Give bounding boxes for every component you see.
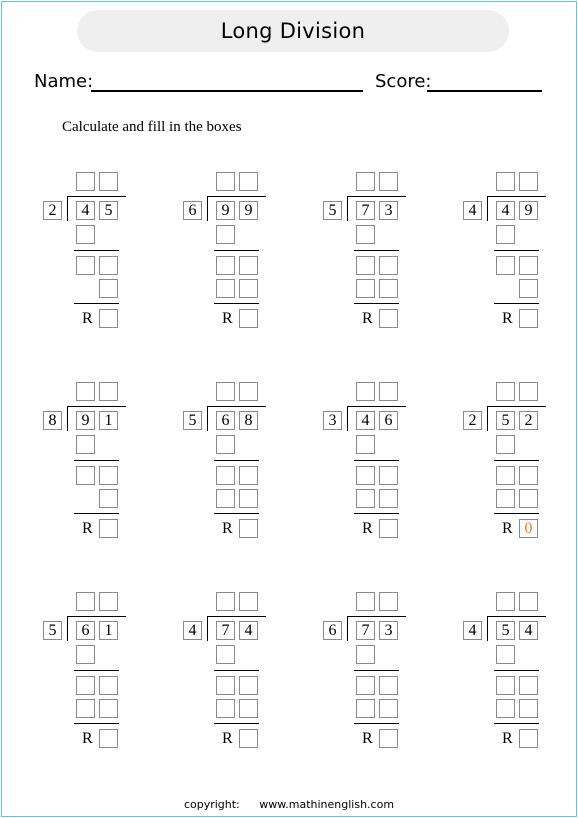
dividend-digit: 2	[519, 411, 538, 430]
difference-box[interactable]	[379, 256, 398, 275]
dividend-digit: 1	[99, 411, 118, 430]
difference-box[interactable]	[356, 256, 375, 275]
division-problem	[182, 172, 312, 332]
subtraction-line	[354, 670, 399, 671]
dividend-digit: 9	[76, 411, 95, 430]
division-bar	[67, 196, 126, 197]
remainder-box[interactable]	[379, 519, 398, 538]
dividend-digit: 6	[216, 411, 235, 430]
division-bracket	[347, 196, 348, 221]
dividend-digit: 7	[356, 201, 375, 220]
division-bracket	[487, 616, 488, 641]
product-box[interactable]	[356, 489, 375, 508]
division-bracket	[207, 616, 208, 641]
difference-box[interactable]	[76, 676, 95, 695]
difference-box[interactable]	[239, 676, 258, 695]
division-problem	[322, 172, 452, 332]
remainder-box[interactable]	[239, 729, 258, 748]
subtraction-line	[494, 723, 539, 724]
remainder-label: R	[502, 730, 513, 747]
remainder-label: R	[362, 730, 373, 747]
quotient-box[interactable]	[356, 382, 375, 401]
division-problem	[322, 382, 452, 542]
division-bar	[347, 196, 406, 197]
dividend-digit: 9	[239, 201, 258, 220]
copyright-label: copyright:	[183, 798, 240, 811]
product-box[interactable]	[76, 435, 95, 454]
subtraction-line	[214, 460, 259, 461]
remainder-box[interactable]	[379, 309, 398, 328]
score-label: Score:	[375, 71, 432, 92]
dividend-digit: 7	[356, 621, 375, 640]
dividend-digit: 4	[519, 621, 538, 640]
divisor-digit: 4	[463, 621, 482, 640]
division-bracket	[487, 196, 488, 221]
difference-box[interactable]	[496, 676, 515, 695]
difference-box[interactable]	[76, 466, 95, 485]
subtraction-line	[354, 513, 399, 514]
division-bar	[347, 406, 406, 407]
subtraction-line	[494, 250, 539, 251]
division-bracket	[67, 616, 68, 641]
dividend-digit: 5	[496, 411, 515, 430]
quotient-box[interactable]	[99, 592, 118, 611]
division-bar	[487, 616, 546, 617]
remainder-box[interactable]	[519, 729, 538, 748]
division-bar	[207, 406, 266, 407]
division-bar	[487, 406, 546, 407]
remainder-label: R	[222, 310, 233, 327]
quotient-box[interactable]	[239, 592, 258, 611]
dividend-digit: 4	[496, 201, 515, 220]
subtraction-line	[74, 513, 119, 514]
product-box[interactable]	[356, 279, 375, 298]
product-box[interactable]	[496, 645, 515, 664]
difference-box[interactable]	[496, 466, 515, 485]
remainder-box[interactable]: 0	[519, 519, 538, 538]
division-problem	[182, 382, 312, 542]
dividend-digit: 4	[76, 201, 95, 220]
quotient-box[interactable]	[99, 382, 118, 401]
remainder-label: R	[82, 520, 93, 537]
product-box[interactable]	[356, 225, 375, 244]
product-box[interactable]	[356, 699, 375, 718]
difference-box[interactable]	[356, 466, 375, 485]
dividend-digit: 1	[99, 621, 118, 640]
division-problem	[322, 592, 452, 752]
product-box[interactable]	[379, 489, 398, 508]
difference-box[interactable]	[379, 466, 398, 485]
subtraction-line	[74, 670, 119, 671]
quotient-box[interactable]	[519, 382, 538, 401]
score-field[interactable]	[427, 90, 542, 92]
name-field[interactable]	[91, 90, 363, 92]
dividend-digit: 9	[216, 201, 235, 220]
product-box[interactable]	[99, 279, 118, 298]
remainder-label: R	[222, 520, 233, 537]
division-problem	[42, 382, 172, 542]
division-problem	[42, 172, 172, 332]
divisor-digit: 2	[463, 411, 482, 430]
dividend-digit: 4	[239, 621, 258, 640]
quotient-box[interactable]	[99, 172, 118, 191]
product-box[interactable]	[216, 699, 235, 718]
product-box[interactable]	[216, 279, 235, 298]
dividend-digit: 9	[519, 201, 538, 220]
subtraction-line	[214, 723, 259, 724]
dividend-digit: 3	[379, 621, 398, 640]
quotient-box[interactable]	[216, 592, 235, 611]
subtraction-line	[74, 250, 119, 251]
remainder-box[interactable]	[99, 309, 118, 328]
worksheet-title: Long Division	[77, 10, 509, 52]
division-problem	[462, 382, 578, 542]
product-box[interactable]	[216, 645, 235, 664]
subtraction-line	[214, 670, 259, 671]
division-bar	[207, 616, 266, 617]
product-box[interactable]	[239, 489, 258, 508]
division-bar	[347, 616, 406, 617]
product-box[interactable]	[519, 489, 538, 508]
remainder-label: R	[82, 730, 93, 747]
product-box[interactable]	[379, 279, 398, 298]
division-bracket	[207, 406, 208, 431]
product-box[interactable]	[496, 225, 515, 244]
subtraction-line	[494, 303, 539, 304]
division-problem	[462, 172, 578, 332]
subtraction-line	[74, 723, 119, 724]
subtraction-line	[354, 250, 399, 251]
footer	[0, 798, 578, 811]
product-box[interactable]	[239, 279, 258, 298]
quotient-box[interactable]	[496, 592, 515, 611]
product-box[interactable]	[216, 435, 235, 454]
difference-box[interactable]	[76, 256, 95, 275]
division-bracket	[67, 406, 68, 431]
quotient-box[interactable]	[216, 172, 235, 191]
division-bar	[487, 196, 546, 197]
division-bar	[67, 616, 126, 617]
product-box[interactable]	[99, 489, 118, 508]
difference-box[interactable]	[239, 256, 258, 275]
difference-box[interactable]	[379, 676, 398, 695]
product-box[interactable]	[216, 225, 235, 244]
dividend-digit: 4	[356, 411, 375, 430]
subtraction-line	[354, 460, 399, 461]
difference-box[interactable]	[519, 256, 538, 275]
quotient-box[interactable]	[356, 592, 375, 611]
divisor-digit: 3	[323, 411, 342, 430]
remainder-box[interactable]	[519, 309, 538, 328]
product-box[interactable]	[379, 699, 398, 718]
division-bar	[67, 406, 126, 407]
product-box[interactable]	[99, 699, 118, 718]
division-bracket	[347, 616, 348, 641]
remainder-label: R	[362, 520, 373, 537]
product-box[interactable]	[356, 645, 375, 664]
dividend-digit: 5	[99, 201, 118, 220]
quotient-box[interactable]	[496, 172, 515, 191]
subtraction-line	[74, 460, 119, 461]
difference-box[interactable]	[216, 466, 235, 485]
remainder-box[interactable]	[239, 309, 258, 328]
division-bracket	[487, 406, 488, 431]
quotient-box[interactable]	[239, 382, 258, 401]
divisor-digit: 5	[323, 201, 342, 220]
difference-box[interactable]	[99, 256, 118, 275]
difference-box[interactable]	[519, 466, 538, 485]
division-bar	[207, 196, 266, 197]
quotient-box[interactable]	[379, 172, 398, 191]
remainder-box[interactable]	[99, 519, 118, 538]
subtraction-line	[214, 250, 259, 251]
division-problem	[182, 592, 312, 752]
product-box[interactable]	[496, 699, 515, 718]
remainder-label: R	[82, 310, 93, 327]
product-box[interactable]	[356, 435, 375, 454]
difference-box[interactable]	[216, 256, 235, 275]
dividend-digit: 8	[239, 411, 258, 430]
remainder-box[interactable]	[239, 519, 258, 538]
instructions: Calculate and fill in the boxes	[62, 119, 242, 135]
name-label: Name:	[34, 71, 94, 92]
divisor-digit: 5	[183, 411, 202, 430]
quotient-box[interactable]	[76, 592, 95, 611]
product-box[interactable]	[519, 279, 538, 298]
quotient-box[interactable]	[379, 382, 398, 401]
divisor-digit: 4	[463, 201, 482, 220]
remainder-label: R	[502, 310, 513, 327]
subtraction-line	[214, 513, 259, 514]
product-box[interactable]	[216, 489, 235, 508]
quotient-box[interactable]	[239, 172, 258, 191]
quotient-box[interactable]	[76, 382, 95, 401]
division-bracket	[67, 196, 68, 221]
quotient-box[interactable]	[356, 172, 375, 191]
difference-box[interactable]	[356, 676, 375, 695]
remainder-box[interactable]	[99, 729, 118, 748]
divisor-digit: 8	[43, 411, 62, 430]
subtraction-line	[214, 303, 259, 304]
divisor-digit: 4	[183, 621, 202, 640]
dividend-digit: 6	[76, 621, 95, 640]
subtraction-line	[494, 460, 539, 461]
dividend-digit: 3	[379, 201, 398, 220]
divisor-digit: 5	[43, 621, 62, 640]
product-box[interactable]	[496, 435, 515, 454]
quotient-box[interactable]	[379, 592, 398, 611]
dividend-digit: 5	[496, 621, 515, 640]
product-box[interactable]	[239, 699, 258, 718]
difference-box[interactable]	[496, 256, 515, 275]
subtraction-line	[354, 303, 399, 304]
division-bracket	[347, 406, 348, 431]
remainder-label: R	[362, 310, 373, 327]
quotient-box[interactable]	[496, 382, 515, 401]
divisor-digit: 6	[183, 201, 202, 220]
product-box[interactable]	[496, 489, 515, 508]
difference-box[interactable]	[216, 676, 235, 695]
product-box[interactable]	[519, 699, 538, 718]
quotient-box[interactable]	[216, 382, 235, 401]
quotient-box[interactable]	[519, 172, 538, 191]
difference-box[interactable]	[99, 466, 118, 485]
division-problem	[42, 592, 172, 752]
subtraction-line	[74, 303, 119, 304]
product-box[interactable]	[76, 645, 95, 664]
division-problem	[462, 592, 578, 752]
remainder-label: R	[222, 730, 233, 747]
subtraction-line	[494, 513, 539, 514]
product-box[interactable]	[76, 225, 95, 244]
dividend-digit: 6	[379, 411, 398, 430]
subtraction-line	[494, 670, 539, 671]
difference-box[interactable]	[519, 676, 538, 695]
difference-box[interactable]	[99, 676, 118, 695]
dividend-digit: 7	[216, 621, 235, 640]
quotient-box[interactable]	[519, 592, 538, 611]
division-bracket	[207, 196, 208, 221]
difference-box[interactable]	[239, 466, 258, 485]
product-box[interactable]	[76, 699, 95, 718]
site-link[interactable]: www.mathinenglish.com	[259, 798, 395, 811]
divisor-digit: 2	[43, 201, 62, 220]
quotient-box[interactable]	[76, 172, 95, 191]
subtraction-line	[354, 723, 399, 724]
remainder-label: R	[502, 520, 513, 537]
divisor-digit: 6	[323, 621, 342, 640]
remainder-box[interactable]	[379, 729, 398, 748]
name-score-row	[34, 70, 546, 94]
